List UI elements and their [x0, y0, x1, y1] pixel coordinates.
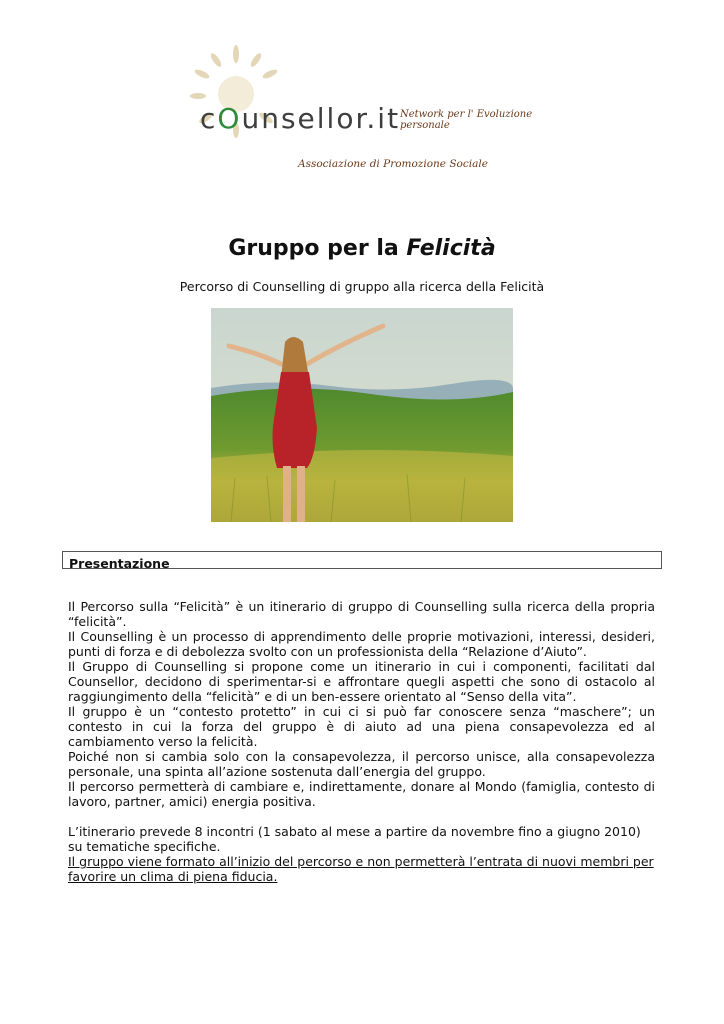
paragraph: Il Percorso sulla “Felicità” è un itinerario di gruppo di Counselling sulla ricerca della propria “felicità”.	[68, 599, 655, 629]
paragraph: Il Counselling è un processo di apprendimento delle proprie motivazioni, interessi, desideri, punti di forza e di debolezza svolto con un professionista della “Relazione d’Aiuto”.	[68, 629, 655, 659]
schedule-paragraph: L’itinerario prevede 8 incontri (1 sabato al mese a partire da novembre fino a giugno 2010) su tematiche specifiche.	[68, 824, 641, 854]
logo-wordmark: cOunsellor.it	[200, 102, 401, 135]
section-heading: Presentazione	[69, 556, 170, 571]
paragraph: Il Gruppo di Counselling si propone come un itinerario in cui i componenti, facilitati dal Counsellor, decidono di sperimentar-si e affrontare quegli aspetti che sono di ostacolo al raggiungimento della “felicità” e di un ben-essere orientato al “Senso della vita”.	[68, 659, 655, 704]
hero-photo	[211, 308, 513, 522]
notice-paragraph	[68, 854, 655, 884]
logo-tagline: Network per l' Evoluzione personale	[400, 109, 533, 131]
body-text	[68, 599, 655, 884]
title-emphasis: Felicità	[406, 236, 496, 261]
section-heading-box	[62, 551, 662, 569]
paragraph: Il percorso permetterà di cambiare e, indirettamente, donare al Mondo (famiglia, contesto di lavoro, partner, amici) energia positiva.	[68, 779, 655, 809]
page-title: Gruppo per la Felicità	[228, 236, 496, 261]
page-subtitle: Percorso di Counselling di gruppo alla ricerca della Felicità	[179, 279, 545, 294]
paragraph: Il gruppo è un “contesto protetto” in cui ci si può far conoscere senza “maschere”; un contesto in cui la forza del gruppo è di aiuto ad una piena consapevolezza ed al cambiamento verso la felicità.	[68, 704, 655, 749]
logo-association: Associazione di Promozione Sociale	[298, 158, 488, 170]
paragraph: Poiché non si cambia solo con la consapevolezza, il percorso unisce, alla consapevolezza personale, una spinta all’azione sostenuta dall’energia del gruppo.	[68, 749, 655, 779]
counsellor-logo	[176, 40, 556, 170]
notice-underlined: Il gruppo viene formato all’inizio del percorso e non permetterà l’entrata di nuovi membri per favorire un clima di piena fiducia.	[68, 854, 654, 884]
